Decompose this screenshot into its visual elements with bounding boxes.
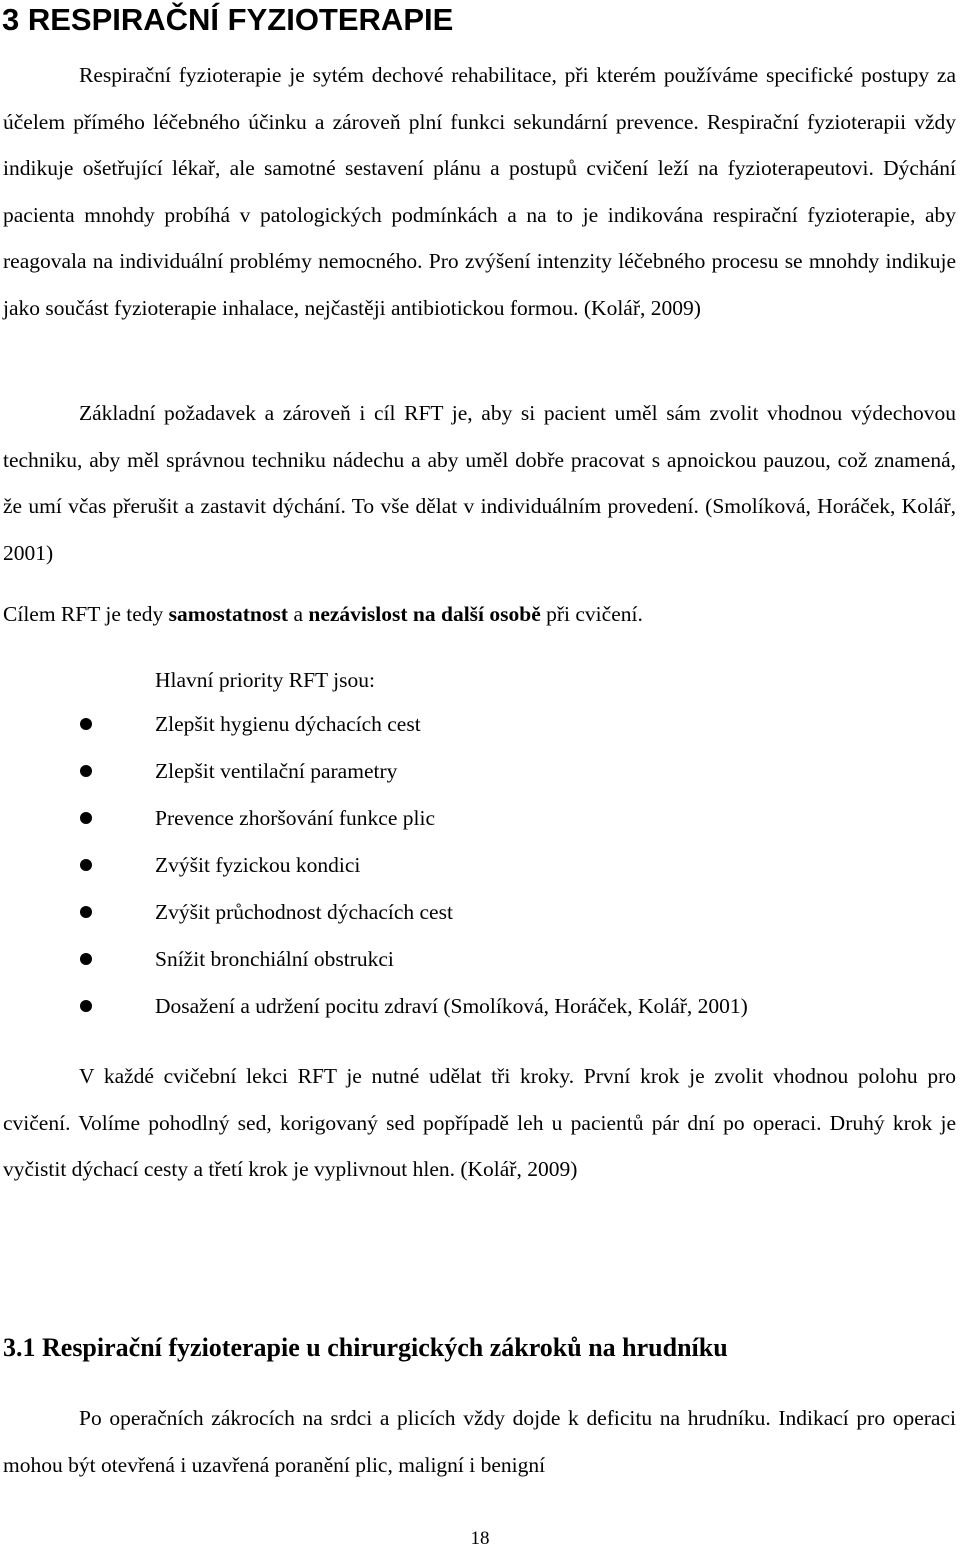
list-item <box>0 894 960 941</box>
goal-sentence <box>3 591 956 638</box>
goal-bold-independence: samostatnost <box>168 602 289 626</box>
list-item <box>0 706 960 753</box>
list-item <box>0 753 960 800</box>
list-item-text: Dosažení a udržení pocitu zdraví (Smolíková, Horáček, Kolář, 2001) <box>155 994 748 1018</box>
list-item <box>0 941 960 988</box>
priorities-heading: Hlavní priority RFT jsou: <box>155 668 375 692</box>
bullet-icon <box>80 765 92 777</box>
paragraph-surgery: Po operačních zákrocích na srdci a plicích vždy dojde k deficitu na hrudníku. Indikací pro operaci mohou být otevřená i uzavřená poranění plic, maligní i benigní <box>3 1406 956 1477</box>
list-item-text: Zlepšit hygienu dýchacích cest <box>155 712 421 736</box>
goal-bold-autonomy: nezávislost na další osobě <box>308 602 541 626</box>
bullet-icon <box>80 859 92 871</box>
page-number: 18 <box>470 1528 490 1549</box>
goal-suffix: při cvičení. <box>540 602 643 626</box>
list-item-text: Zvýšit fyzickou kondici <box>155 853 361 877</box>
list-item <box>0 800 960 847</box>
paragraph-goal: Základní požadavek a zároveň i cíl RFT je, aby si pacient uměl sám zvolit vhodnou výdechovou techniku, aby měl správnou techniku nádechu a aby uměl dobře pracovat s apnoickou pauzou, což znamená, že umí včas přerušit a zastavit dýchání. To vše dělat v individuálním provedení. (Smolíková, Horáček, Kolář, 2001) <box>3 401 956 565</box>
bullet-icon <box>80 906 92 918</box>
list-item-text: Snížit bronchiální obstrukci <box>155 947 394 971</box>
section-heading: 3 RESPIRAČNÍ FYZIOTERAPIE <box>2 2 454 37</box>
list-item-text: Zlepšit ventilační parametry <box>155 759 398 783</box>
bullet-icon <box>80 718 92 730</box>
list-item-text: Prevence zhoršování funkce plic <box>155 806 435 830</box>
priorities-list <box>0 706 960 1035</box>
paragraph-intro: Respirační fyzioterapie je sytém dechové rehabilitace, při kterém používáme specifické postupy za účelem přímého léčebného účinku a zároveň plní funkci sekundární prevence. Respirační fyzioterapii vždy indikuje ošetřující lékař, ale samotné sestavení plánu a postupů cvičení leží na fyzioterapeutovi. Dýchání pacienta mnohdy probíhá v patologických podmínkách a na to je indikována respirační fyzioterapie, aby reagovala na individuální problémy nemocného. Pro zvýšení intenzity léčebného procesu se mnohdy indikuje jako součást fyzioterapie inhalace, nejčastěji antibiotickou formou. (Kolář, 2009) <box>3 63 956 320</box>
bullet-icon <box>80 1000 92 1012</box>
list-item-text: Zvýšit průchodnost dýchacích cest <box>155 900 453 924</box>
subsection-heading: 3.1 Respirační fyzioterapie u chirurgických zákroků na hrudníku <box>3 1333 728 1362</box>
goal-middle: a <box>288 602 309 626</box>
bullet-icon <box>80 812 92 824</box>
goal-prefix: Cílem RFT je tedy <box>3 602 169 626</box>
paragraph-steps: V každé cvičební lekci RFT je nutné udělat tři kroky. První krok je zvolit vhodnou polohu pro cvičení. Volíme pohodlný sed, korigovaný sed popřípadě leh u pacientů pár dní po operaci. Druhý krok je vyčistit dýchací cesty a třetí krok je vyplivnout hlen. (Kolář, 2009) <box>3 1064 956 1181</box>
bullet-icon <box>80 953 92 965</box>
list-item <box>0 988 960 1035</box>
list-item <box>0 847 960 894</box>
